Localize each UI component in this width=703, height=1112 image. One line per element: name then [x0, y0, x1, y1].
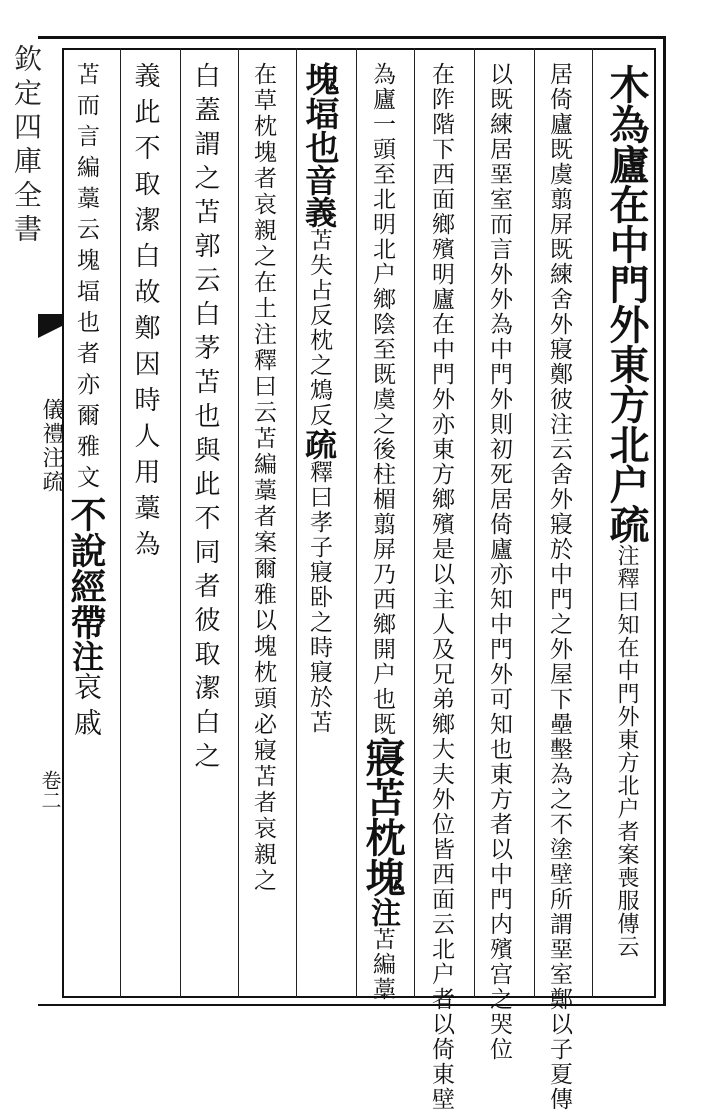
column-rule: [120, 48, 121, 998]
commentary-marker: 疏: [603, 504, 650, 544]
note-text: 哀戚: [70, 672, 103, 744]
column-10: [65, 62, 107, 992]
note-text: 苫編藁: [369, 927, 395, 1002]
commentary-marker: 疏: [300, 428, 338, 460]
column-rule: [534, 48, 535, 998]
column-rule: [180, 48, 181, 998]
pronunciation-marker: 音義: [300, 164, 338, 228]
column-1: [600, 64, 652, 994]
main-text: 不說經帶: [65, 496, 107, 640]
book-title: 儀禮注疏: [39, 398, 64, 494]
column-3: 以既練居堊室而言外外為中門外則初死居倚廬亦知中門外可知也東方者以中門内殯宫之哭位: [486, 62, 512, 1062]
column-9: 義此不取潔白故鄭因時人用藁為: [130, 62, 160, 566]
main-text: 木為廬在中門外東方北户: [603, 64, 650, 504]
column-rule: [356, 48, 357, 998]
column-rule: [296, 48, 297, 998]
column-rule: [414, 48, 415, 998]
commentary-text: 為廬一頭至北明北户鄉陰至既虞之後柱楣翦屏乃西鄉開户也既: [369, 62, 395, 737]
column-5: [359, 62, 406, 1002]
commentary-text: 注釋曰知在中門外東方北户者案喪服傳云: [614, 544, 639, 958]
column-rule: [592, 48, 593, 998]
series-title: 欽定四庫全書: [10, 44, 43, 248]
note-marker: 注: [365, 897, 400, 927]
volume-number: 卷二: [38, 770, 62, 810]
column-rule: [238, 48, 239, 998]
column-7: 在草枕塊者哀親之在土注釋曰云苫編藁者案爾雅以塊枕頭必寢苫者哀親之: [250, 62, 276, 894]
main-text: 寢苫枕塊: [359, 737, 406, 897]
pronunciation-text: 苫失占反枕之鴆反: [306, 228, 332, 428]
note-marker: 注: [67, 640, 105, 672]
column-8: 白蓋謂之苫郭云白茅苫也與此不同者彼取潔白之: [190, 62, 220, 776]
column-rule: [474, 48, 475, 998]
column-4: 在阼階下西面鄉殯明廬在中門外亦東方鄉殯是以主人及兄弟鄉大夫外位皆西面云北户者以倚東壁: [428, 62, 454, 1112]
column-6: [299, 62, 339, 992]
column-2: 居倚廬既虞翦屏既練舍外寢鄭彼注云舍外寢於中門之外屋下壘墼為之不塗壁所謂堊室鄭以子夏傳: [546, 62, 572, 1112]
commentary-text: 釋曰孝子寢卧之時寢於苫: [306, 460, 332, 735]
main-text: 塊堛也: [299, 62, 339, 164]
commentary-text: 苫而言編藁云塊堛也者亦爾雅文: [73, 62, 99, 496]
